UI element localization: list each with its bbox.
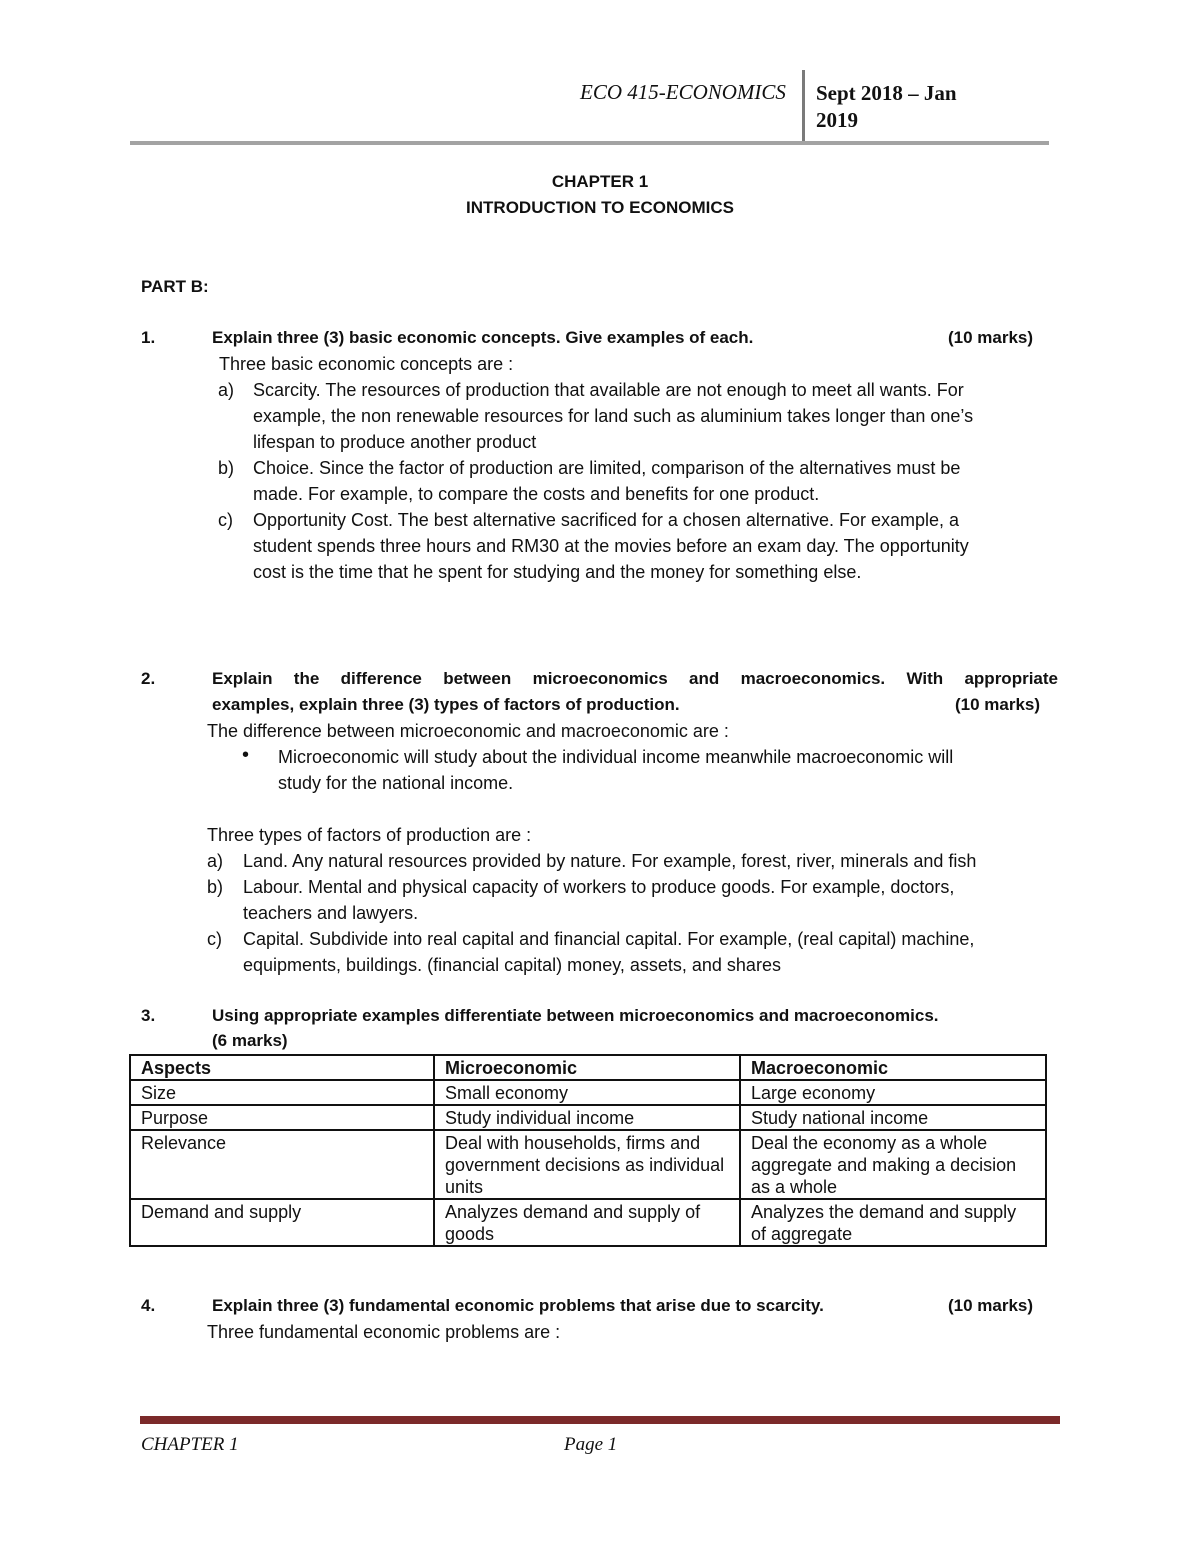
- table-cell: Relevance: [130, 1130, 434, 1199]
- q2-item-a-line1: Land. Any natural resources provided by nature. For example, forest, river, minerals and fish: [243, 851, 977, 871]
- table-cell: Study individual income: [434, 1105, 740, 1130]
- q2-bullet: [278, 744, 953, 796]
- course-title: ECO 415-ECONOMICS: [580, 80, 786, 104]
- chapter-number: CHAPTER 1: [551, 172, 649, 191]
- part-heading: PART B:: [141, 277, 209, 296]
- q4-question: Explain three (3) fundamental economic problems that arise due to scarcity.: [212, 1296, 824, 1315]
- q1-intro: Three basic economic concepts are :: [219, 354, 514, 374]
- table-row: [130, 1199, 1046, 1246]
- table-row: [130, 1105, 1046, 1130]
- q1-item-c-line3: cost is the time that he spent for studying and the money for something else.: [253, 562, 862, 582]
- q2-intro: The difference between microeconomic and macroeconomic are :: [207, 721, 729, 741]
- header-rule: [130, 141, 1049, 145]
- q2-item-c-marker: c): [207, 929, 222, 949]
- semester-date-line2: 2019: [816, 108, 858, 132]
- table-cell: Size: [130, 1080, 434, 1105]
- q1-item-a-line2: example, the non renewable resources for land such as aluminium takes longer than one’s: [253, 406, 974, 426]
- q1-question: Explain three (3) basic economic concepts. Give examples of each.: [212, 328, 754, 347]
- q2-number: 2.: [141, 669, 156, 688]
- q2-item-c: [243, 926, 974, 978]
- q1-item-b-line1: Choice. Since the factor of production are limited, comparison of the alternatives must be: [253, 458, 961, 478]
- header-divider: [802, 70, 805, 142]
- q1-item-c: [253, 507, 969, 585]
- table-header-cell: Aspects: [130, 1055, 434, 1080]
- semester-date: [816, 80, 1016, 134]
- q2-question-line2: examples, explain three (3) types of factors of production.: [212, 695, 680, 714]
- q2-item-b-marker: b): [207, 877, 224, 897]
- q2-item-c-line2: equipments, buildings. (financial capital) money, assets, and shares: [243, 955, 781, 975]
- table-cell: Analyzes demand and supply of goods: [434, 1199, 740, 1246]
- table-cell: Study national income: [740, 1105, 1046, 1130]
- table-row: [130, 1130, 1046, 1199]
- table-cell: Deal with households, firms and government decisions as individual units: [434, 1130, 740, 1199]
- q1-item-a-marker: a): [218, 380, 235, 400]
- q2-bullet-line2: study for the national income.: [278, 773, 514, 793]
- q1-number: 1.: [141, 328, 156, 347]
- q1-item-b-line2: made. For example, to compare the costs and benefits for one product.: [253, 484, 820, 504]
- footer-rule: [140, 1416, 1060, 1424]
- q1-item-b: [253, 455, 960, 507]
- q1-item-c-marker: c): [218, 510, 233, 530]
- semester-date-line1: Sept 2018 – Jan: [816, 81, 957, 105]
- q2-item-b: [243, 874, 954, 926]
- q1-item-c-line2: student spends three hours and RM30 at the movies before an exam day. The opportunity: [253, 536, 969, 556]
- q3-question: Using appropriate examples differentiate between microeconomics and macroeconomics.: [212, 1006, 939, 1025]
- q2-item-b-line2: teachers and lawyers.: [243, 903, 419, 923]
- q2-item-b-line1: Labour. Mental and physical capacity of workers to produce goods. For example, doctors,: [243, 877, 955, 897]
- q4-number: 4.: [141, 1296, 156, 1315]
- q1-item-a-line1: Scarcity. The resources of production that available are not enough to meet all wants. For: [253, 380, 964, 400]
- table-cell: Demand and supply: [130, 1199, 434, 1246]
- table-header-cell: Microeconomic: [434, 1055, 740, 1080]
- q2-question-line1: Explain the difference between microeconomics and macroeconomics. With appropriate: [212, 669, 1058, 688]
- q4-marks: (10 marks): [948, 1296, 1034, 1315]
- table-cell: Analyzes the demand and supply of aggregate: [740, 1199, 1046, 1246]
- q2-factors-intro: Three types of factors of production are :: [207, 825, 532, 845]
- q3-marks: (6 marks): [212, 1031, 288, 1050]
- q4-intro: Three fundamental economic problems are :: [207, 1322, 561, 1342]
- q3-number: 3.: [141, 1006, 156, 1025]
- table-header-cell: Macroeconomic: [740, 1055, 1046, 1080]
- q2-marks: (10 marks): [955, 695, 1041, 714]
- q2-item-a: [243, 848, 976, 874]
- footer-chapter: CHAPTER 1: [141, 1434, 239, 1455]
- q1-item-a: [253, 377, 973, 455]
- table-header-row: [130, 1055, 1046, 1080]
- table-cell: Large economy: [740, 1080, 1046, 1105]
- table-cell: Deal the economy as a whole aggregate and making a decision as a whole: [740, 1130, 1046, 1199]
- q1-marks: (10 marks): [948, 328, 1034, 347]
- q1-item-a-line3: lifespan to produce another product: [253, 432, 537, 452]
- q1-item-b-marker: b): [218, 458, 235, 478]
- table-cell: Purpose: [130, 1105, 434, 1130]
- bullet-icon: •: [242, 744, 250, 766]
- page-number: Page 1: [564, 1434, 618, 1455]
- chapter-title: INTRODUCTION TO ECONOMICS: [466, 198, 734, 217]
- q2-item-c-line1: Capital. Subdivide into real capital and financial capital. For example, (real capital) machine,: [243, 929, 975, 949]
- q1-item-c-line1: Opportunity Cost. The best alternative sacrificed for a chosen alternative. For example, a: [253, 510, 960, 530]
- table-cell: Small economy: [434, 1080, 740, 1105]
- q2-bullet-line1: Microeconomic will study about the individual income meanwhile macroeconomic will: [278, 747, 954, 767]
- comparison-table: [129, 1054, 1047, 1247]
- table-row: [130, 1080, 1046, 1105]
- q2-item-a-marker: a): [207, 851, 224, 871]
